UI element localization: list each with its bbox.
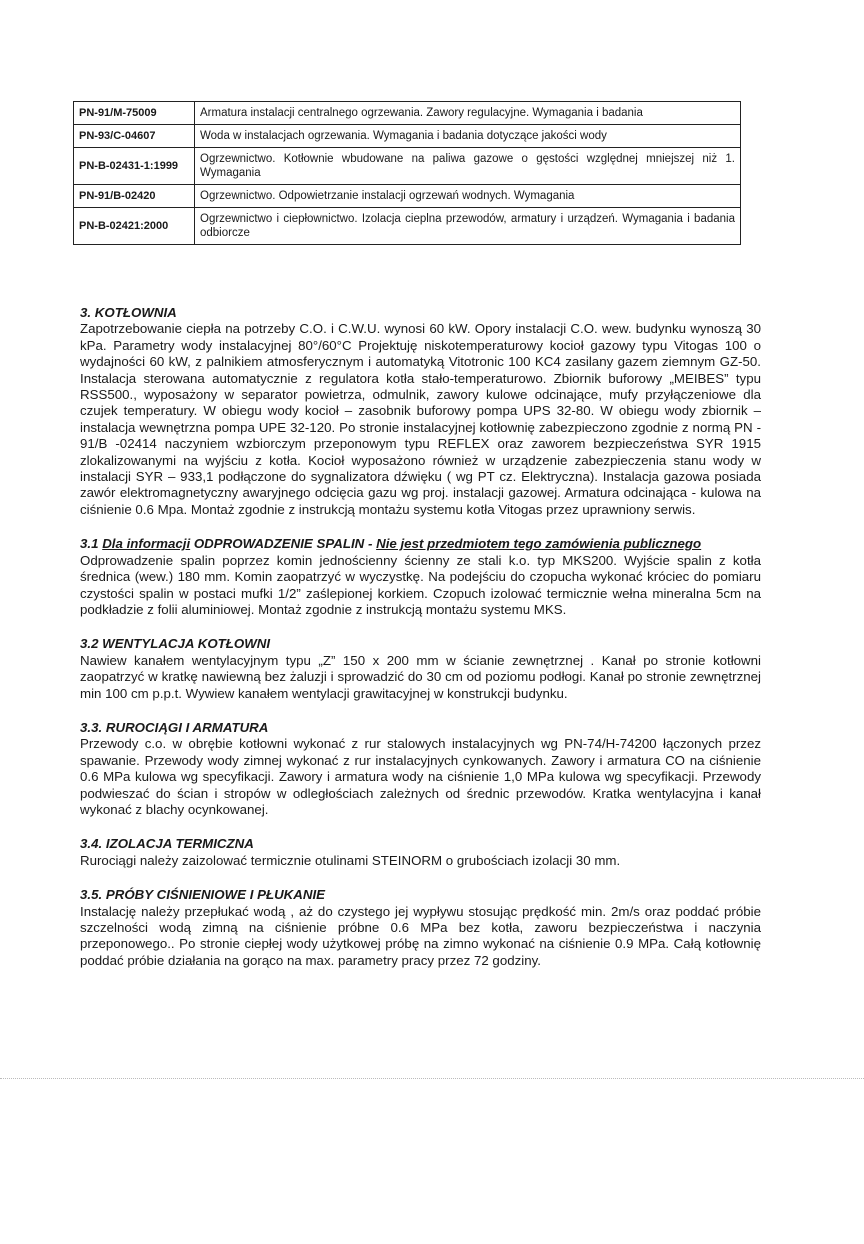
section-heading: 3. KOTŁOWNIA: [80, 305, 177, 320]
section-wentylacja: [80, 636, 761, 702]
section-rurociagi: [80, 720, 761, 818]
table-row: [74, 125, 741, 148]
section-heading: [80, 536, 761, 552]
section-izolacja: [80, 836, 761, 869]
section-paragraph: Nawiew kanałem wentylacyjnym typu „Z” 150 x 200 mm w ścianie zewnętrznej . Kanał po stronie kotłowni zaopatrzyć w kratkę nawiewną bez żaluzji i sprowadzić do 30 cm od poziomu podłogi. Kanał po stronie zewnętrznej min 100 cm p.p.t. Wywiew kanałem wentylacji grawitacyjnej w konstrukcji budynku.: [80, 652, 761, 701]
norm-description: Ogrzewnictwo. Kotłownie wbudowane na paliwa gazowe o gęstości względnej mniejszej niż 1. Wymagania: [195, 148, 741, 185]
section-heading: 3.5. PRÓBY CIŚNIENIOWE I PŁUKANIE: [80, 887, 326, 903]
norms-table: [73, 101, 741, 245]
section-heading: 3.2 WENTYLACJA KOTŁOWNI: [80, 636, 271, 652]
table-row: [74, 102, 741, 125]
section-odprowadzenie-spalin: [80, 536, 761, 618]
norm-code: PN-91/B-02420: [74, 185, 195, 208]
table-row: [74, 148, 741, 185]
norm-code: PN-B-02421:2000: [74, 208, 195, 245]
norm-description: Woda w instalacjach ogrzewania. Wymagania i badania dotyczące jakości wody: [195, 125, 741, 148]
norm-code: PN-93/C-04607: [74, 125, 195, 148]
heading-title: ODPROWADZENIE SPALIN: [193, 536, 365, 552]
section-paragraph: Zapotrzebowanie ciepła na potrzeby C.O. i C.W.U. wynosi 60 kW. Opory instalacji C.O. wew. budynku wynoszą 30 kPa. Parametry wody instalacyjnej 80°/60°C Projektuję niskotemperaturowy kocioł gazowy typu Vitogas 100 o wydajności 60 kW, z palnikiem atmosferycznym i automatyką Vitotronic 100 KC4 zasilany gazem ziemnym GZ-50. Instalacja sterowana automatycznie z regulatora kotła stało-temperaturowo. Zbiornik buforowy „MEIBES” typu RSS500., wyposażony w separator powietrza, odmulnik, zawory kulowe odcinające, mufy przyłączeniowe dla czujek temperatury. W obiegu wody kocioł – zasobnik buforowy pompa UPS 32-80. W obiegu wody zbiornik – instalacja wewnętrzna pompa UPE 32-120. Po stronie instalacyjnej kotłownię zabezpieczono zgodnie z normą PN - 91/B -02414 naczyniem wzbiorczym przeponowym typu REFLEX oraz zaworem bezpieczeństwa SYR 1915 zlokalizowanymi na wyjściu z kotła. Kocioł wyposażono również w urządzenie zabezpieczenia stanu wody w instalacji SYR – 933,1 podłączone do sygnalizatora dźwięku ( wg PT cz. Elektryczna). Instalacja gazowa posiada zawór elektromagnetyczny awaryjnego odcięcia gazu wg proj. instalacji gazowej. Armatura odcinająca - kulowa na ciśnienie 0.6 Mpa. Montaż zgodnie z instrukcją montażu systemu kotła Vitogas przez uprawniony serwis.: [80, 321, 761, 517]
section-paragraph: Rurociągi należy zaizolować termicznie otulinami STEINORM o grubościach izolacji 30 mm.: [80, 852, 621, 868]
norm-code: PN-B-02431-1:1999: [74, 148, 195, 185]
heading-dash: -: [367, 536, 373, 552]
section-proby: [80, 887, 761, 969]
section-paragraph: Instalację należy przepłukać wodą , aż do czystego jej wypływu stosując prędkość min. 2m/s oraz poddać próbie szczelności wodą zimną na ciśnienie próbne 0.6 MPa bez kotła, zaworu bezpieczeństwa i naczynia przeponowego.. Po stronie ciepłej wody użytkowej próbę na zimno wykonać na ciśnienie 0.9 MPa. Całą kotłownię poddać próbie działania na gorąco na max. parametry pracy przez 72 godziny.: [80, 903, 761, 968]
section-paragraph: Przewody c.o. w obrębie kotłowni wykonać z rur stalowych instalacyjnych wg PN-74/H-74200 łączonych przez spawanie. Przewody wody zimnej wykonać z rur instalacyjnych cynkowanych. Zawory i armatura CO na ciśnienie 0.6 MPa kulowa wg specyfikacji. Zawory i armatura wody na ciśnienie 1,0 MPa kulowa wg specyfikacji. Przewody podwieszać do ścian i stropów w odległościach zależnych od średnic przewodów. Kratka wentylacyjna i kanał wykonać z blachy ocynkowanej.: [80, 736, 761, 817]
norm-description: Armatura instalacji centralnego ogrzewania. Zawory regulacyjne. Wymagania i badania: [195, 102, 741, 125]
heading-number: 3.1: [80, 536, 99, 552]
heading-scope-note: Nie jest przedmiotem tego zamówienia publicznego: [376, 536, 702, 552]
scan-dotted-line: [0, 1078, 864, 1079]
section-kotlownia: [80, 305, 761, 518]
norm-description: Ogrzewnictwo. Odpowietrzanie instalacji ogrzewań wodnych. Wymagania: [195, 185, 741, 208]
document-body: [80, 305, 761, 987]
section-heading: 3.3. RUROCIĄGI I ARMATURA: [80, 719, 269, 735]
norm-description: Ogrzewnictwo i ciepłownictwo. Izolacja cieplna przewodów, armatury i urządzeń. Wymagania i badania odbiorcze: [195, 208, 741, 245]
table-row: [74, 185, 741, 208]
heading-info-note: Dla informacji: [102, 536, 191, 552]
table-row: [74, 208, 741, 245]
norm-code: PN-91/M-75009: [74, 102, 195, 125]
section-heading: 3.4. IZOLACJA TERMICZNA: [80, 836, 254, 852]
section-paragraph: Odprowadzenie spalin poprzez komin jednościenny ścienny ze stali k.o. typ MKS200. Wyjście spalin z kotła średnica (wew.) 180 mm. Komin zaopatrzyć w wyczystkę. Na podejściu do czopucha wykonać króciec do pomiaru czystości spalin w postaci mufki 1/2” zaślepionej korkiem. Czopuch izolować termicznie wełna mineralna 5cm na podkładzie z folii aluminiowej. Montaż zgodnie z instrukcją montażu systemu MKS.: [80, 552, 761, 617]
